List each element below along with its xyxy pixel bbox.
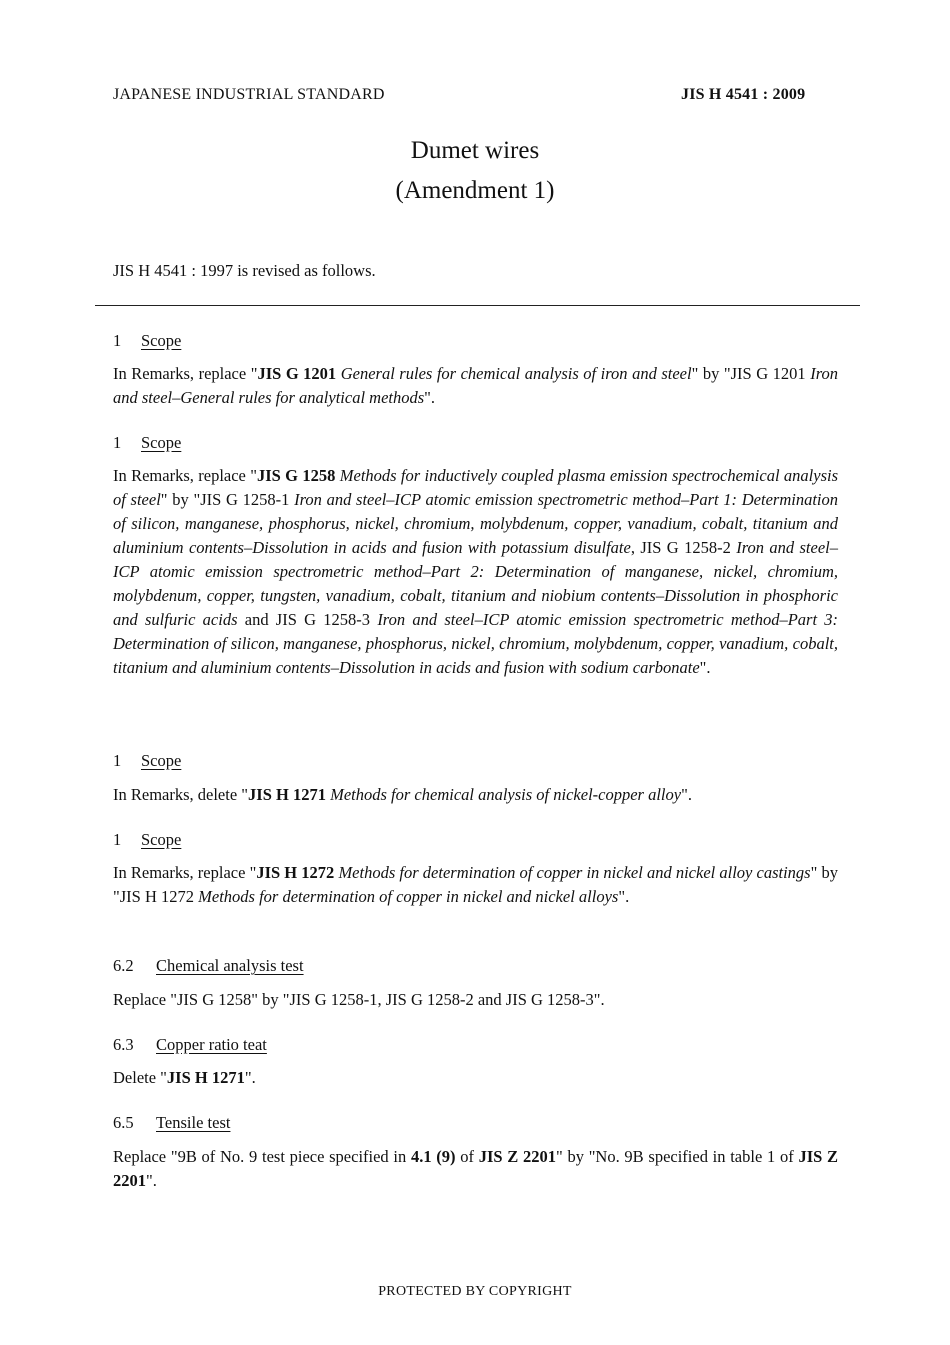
bold-reference: JIS H 1272: [256, 863, 335, 882]
italic-title: General rules for chemical analysis of iron and steel: [340, 364, 692, 383]
section-heading: [113, 956, 304, 976]
section-body: [113, 362, 838, 410]
section-heading: [113, 751, 181, 771]
text-run: , JIS G 1258-2: [630, 538, 737, 557]
italic-title: Methods for inductively coupled plasma emission spectrochemical analysis of steel: [113, 466, 838, 509]
copyright-footer: PROTECTED BY COPYRIGHT: [378, 1284, 572, 1299]
section-label: Copper ratio teat: [156, 1035, 267, 1054]
italic-title: Iron and steel–ICP atomic emission spectrometric method–Part 3: Determination of silicon, manganese, phosphorus, nickel, chromium, molybdenum, copper, vanadium, cobalt, titanium and aluminium contents–Dissolution in acids and fusion with sodium carbonate: [113, 610, 839, 677]
document-title: Dumet wires: [410, 137, 540, 164]
section-number: 6.5: [113, 1113, 134, 1132]
italic-title: Methods for chemical analysis of nickel-copper alloy: [330, 785, 682, 804]
section-number: 6.2: [113, 956, 134, 975]
section-body: [113, 988, 838, 1012]
text-run: and JIS G 1258-3: [237, 610, 378, 629]
italic-title: Methods for determination of copper in nickel and nickel alloy castings: [338, 863, 811, 882]
section-label: Scope: [141, 751, 182, 770]
text-run: In Remarks, replace ": [113, 466, 257, 485]
section-label: Chemical analysis test: [156, 956, 304, 975]
section-heading: [113, 433, 181, 453]
text-run: In Remarks, delete ": [113, 785, 249, 804]
text-run: " by "JIS G 1258-1: [160, 490, 295, 509]
section-body: [113, 861, 838, 909]
section-label: Scope: [141, 830, 182, 849]
section-number: 1: [113, 830, 122, 849]
section-number: 6.3: [113, 1035, 134, 1054]
document-subtitle: (Amendment 1): [395, 177, 555, 204]
text-run: of: [455, 1147, 479, 1166]
text-run: ".: [618, 887, 630, 906]
bold-reference: JIS Z 2201: [113, 1147, 839, 1190]
text-run: ".: [699, 658, 711, 677]
text-run: Replace "JIS G 1258" by "JIS G 1258-1, JIS G 1258-2 and JIS G 1258-3".: [113, 990, 605, 1009]
bold-reference: JIS Z 2201: [478, 1147, 557, 1166]
text-run: ".: [244, 1068, 256, 1087]
text-run: ".: [424, 388, 436, 407]
text-run: ".: [146, 1171, 157, 1190]
section-number: 1: [113, 751, 122, 770]
section-body: [113, 783, 838, 807]
section-label: Tensile test: [156, 1113, 231, 1132]
bold-reference: (9): [436, 1147, 456, 1166]
section-number: 1: [113, 331, 122, 350]
header-standard-number: JIS H 4541 : 2009: [681, 86, 806, 103]
section-heading: [113, 830, 181, 850]
italic-title: Iron and steel–ICP atomic emission spectrometric method–Part 1: Determination of silicon, manganese, phosphorus, nickel, chromium, molybdenum, copper, vanadium, cobalt, titanium and aluminium contents–Dissolution in acids and fusion with potassium disulfate: [113, 490, 838, 557]
text-run: Replace "9B of No. 9 test piece specified in: [113, 1147, 411, 1166]
intro-text: JIS H 4541 : 1997 is revised as follows.: [113, 261, 376, 280]
bold-reference: 4.1: [410, 1147, 432, 1166]
section-heading: [113, 1113, 230, 1133]
bold-reference: JIS G 1201: [257, 364, 337, 383]
section-body: [113, 1145, 838, 1193]
section-heading: [113, 1035, 267, 1055]
text-run: ".: [681, 785, 692, 804]
italic-title: Methods for determination of copper in nickel and nickel alloys: [198, 887, 619, 906]
bold-reference: JIS H 1271: [248, 785, 326, 804]
horizontal-rule: [95, 305, 860, 306]
text-run: " by "JIS G 1201: [691, 364, 811, 383]
section-label: Scope: [141, 433, 182, 452]
section-number: 1: [113, 433, 122, 452]
text-run: In Remarks, replace ": [113, 364, 258, 383]
section-body: [113, 464, 838, 680]
header-standard-name: JAPANESE INDUSTRIAL STANDARD: [113, 86, 385, 103]
text-run: " by "No. 9B specified in table 1 of: [556, 1147, 799, 1166]
italic-title: Iron and steel–General rules for analytical methods: [113, 364, 839, 407]
text-run: Delete ": [113, 1068, 167, 1087]
text-run: In Remarks, replace ": [113, 863, 257, 882]
text-run: " by "JIS H 1272: [113, 863, 838, 906]
section-body: [113, 1066, 838, 1090]
bold-reference: JIS G 1258: [256, 466, 336, 485]
italic-title: Iron and steel–ICP atomic emission spectrometric method–Part 2: Determination of manganese, nickel, chromium, molybdenum, copper, tungsten, vanadium, cobalt, titanium and niobium contents–Dissolution in phosphoric and sulfuric acids: [113, 538, 838, 629]
bold-reference: JIS H 1271: [166, 1068, 245, 1087]
section-heading: [113, 331, 181, 351]
section-label: Scope: [141, 331, 182, 350]
